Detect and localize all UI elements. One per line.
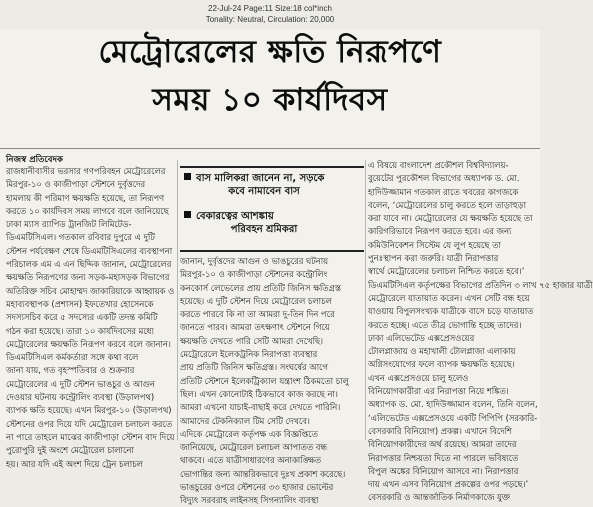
- article-text-line: ক্ষয়ক্ষতি নিরূপণের জন্য সড়ক-মহাসড়ক বিভাগের: [6, 272, 170, 283]
- pull-quote-box: [180, 166, 364, 252]
- pull-quote-item-1-line2: কবে নামাবেন বাস: [228, 186, 300, 197]
- article-text-line: দায় এখন এসব বিনিয়োগ প্রকল্পের ওপর পড়ছে।’: [368, 479, 529, 490]
- article-text-line: মিরপুর-১০ ও কাজীপাড়া স্টেশনের কন্ট্রোলিং: [180, 269, 328, 280]
- article-text-line: কারিগরিভাবে নিরূপণ করতে হবে। এর জন্য: [368, 226, 512, 237]
- article-text-line: এখন এক্সপ্রেসওয়ে চালু হলেও: [368, 372, 469, 383]
- article-text-line: বিপুল অঙ্কের বিনিয়োগ আসবে না। নিরাপত্তার: [368, 465, 519, 476]
- article-text-line: হয়েছে। এ দুটি স্টেশন দিয়ে মেট্রোরেল চলাচল: [180, 295, 332, 306]
- article-text-line: ঢাকা এলিভেটেড এক্সপ্রেসওয়ের: [368, 332, 475, 343]
- pull-quote-item-2-line1: বেকারত্বের আশঙ্কায়: [196, 211, 274, 222]
- article-text-line: টোলপ্লাজায় ও মহাখালী টোলপ্লাজা এলাকায়: [368, 346, 516, 357]
- headline-line1: মেট্রোরেলের ক্ষতি নিরূপণে: [98, 34, 442, 70]
- pull-quote-item-2: [184, 210, 364, 236]
- article-text-line: পুরোপুরি দুই অংশে মেট্রোরেল চালানো: [6, 445, 134, 456]
- article-text-line: সদস্যসচিব করে ৫ সদস্যের একটি তদন্ত কমিটি: [6, 312, 158, 323]
- column-divider: [177, 160, 178, 440]
- article-text-line: দেওয়ার ঘটনায় কন্ট্রোলিং ব্যবস্থা (উড়ালপথ): [6, 392, 155, 403]
- article-text-line: করতে হচ্ছে। এতে তীব্র ভোগান্তি হচ্ছে তাদের।: [368, 319, 522, 330]
- article-text-line: ডিএমটিসিএল। গতকাল রবিবার দুপুরে এ দুটি: [6, 232, 155, 243]
- article-text-line: ‘এলিভেটেড এক্সপ্রেসওয়ে একটি পিপিপি (সরকারি-: [368, 412, 538, 423]
- pull-quote-top-rule: [180, 166, 364, 168]
- article-text-line: ছিল। এখন কোনোটাই ঠিকভাবে কাজ করছে না।: [180, 388, 338, 399]
- article-text-line: ব্যাপক ক্ষতি হয়েছে। এখন মিরপুর-১০ (উড়ালপথ): [6, 405, 172, 416]
- article-text-line: অধ্যাপক ড. মো. হাদিউজ্জামান বলেন, তিনি বলেন,: [368, 399, 538, 410]
- article-text-line: হামলায় কী পরিমাণ ক্ষয়ক্ষতি হয়েছে, তা নিরূপণ: [6, 192, 165, 203]
- article-text-line: স্টেশন পর্যবেক্ষণ শেষে ডিএমটিসিএলের ব্যবস্থাপনা: [6, 245, 173, 256]
- article-text-line: বুয়েটের পুরকৌশল বিভাগের অধ্যাপক ড. মো.: [368, 173, 520, 184]
- article-text-line: করা যাবে না। মেট্রোরেলের যে ক্ষয়ক্ষতি হয়েছে তা: [368, 213, 533, 224]
- article-text-line: এ বিষয়ে বাংলাদেশ প্রকৌশল বিশ্ববিদ্যালয়-: [368, 160, 509, 170]
- article-text-line: আমরা এখনো যাচাই-বাছাই করে দেখতে পারিনি।: [180, 402, 341, 413]
- article-text-line: হাদিউজ্জামান গতকাল রাতে খবরের কাগজকে: [368, 186, 519, 197]
- article-text-line: না পারে তাহলে মাঝের কাজীপাড়া স্টেশন বাদ দিয়ে: [6, 431, 175, 442]
- article-text-line: বেসরকারি বিনিয়োগ) প্রকল্প। এখানে বিদেশি: [368, 425, 512, 436]
- article-text-line: জানা যায়, গত বৃহস্পতিবার ও শুক্রবার: [6, 365, 135, 376]
- pull-quote-item-1: [184, 172, 364, 198]
- article-text-line: মেট্রোরেলে ইলেকট্রনিক নিরাপত্তা ব্যবস্থার: [180, 349, 318, 360]
- pull-quote-item-1-line1: বাস মালিকরা জানেন না, সড়কে: [196, 173, 325, 184]
- byline: নিজস্ব প্রতিবেদক: [6, 155, 63, 165]
- article-text-line: পুনঃস্থাপন করা জরুরি। যাত্রী নিরাপত্তার: [368, 253, 499, 264]
- article-text-line: স্টেশনের ওপর দিয়ে যদি মেট্রোরেল চলাচল করতে: [6, 418, 173, 429]
- pull-quote-item-2-line2: পরিবহন শ্রমিকরা: [230, 224, 298, 235]
- article-text-line: বেসরকারি ও আন্তর্জাতিক নির্মাণকাজে যুক্ত: [368, 492, 510, 503]
- article-text-line: হয়। আর যদি এই অংশ দিয়ে ট্রেন চলাচল: [6, 458, 143, 469]
- article-text-line: মহাব্যবস্থাপক (প্রশাসন) ইফতেখার হোসেনকে: [6, 298, 154, 309]
- headline-divider: [0, 148, 540, 149]
- article-text-line: বিনিয়োগকারীরা এর নিরাপত্তা নিয়ে শঙ্কিত।: [368, 386, 509, 397]
- article-text-line: বিদ্যুৎ সরবরাহ লাইনসহ সিগন্যালিং ব্যবস্থা: [180, 495, 319, 506]
- article-text-line: জানিয়েছে, মেট্রোরেল চলাচল আপাতত বন্ধ: [180, 442, 328, 453]
- article-text-line: রাজধানীবাসীর ভরসার গণপরিবহন মেট্রোরেলের: [6, 166, 166, 176]
- article-text-line: নিরাপত্তার নিশ্চয়তা দিতে না পারলে ভবিষ্যতে: [368, 452, 519, 463]
- article-text-line: ক্ষয়ক্ষতি দেখতে পারি সেটি আমরা দেখেছি।: [180, 335, 324, 346]
- article-text-line: ভোগান্তির জন্য আন্তরিকভাবে দুঃখ প্রকাশ করেছে।: [180, 468, 346, 479]
- article-text-line: গঠন করা হয়েছে। তারা ১০ কার্যদিবসের মধ্যে: [6, 325, 154, 336]
- article-text-line: স্বার্থে মেট্রোরেলের চলাচল নিশ্চিত করতে হবে।’: [368, 266, 525, 277]
- article-text-line: ভাঙচুরের ওপরে স্টেশনের ৩৩ হাজার ভোল্টের: [180, 482, 334, 493]
- article-text-line: বিনিয়োগকারীদের অর্থ রয়েছে। আমরা তাদের: [368, 439, 517, 450]
- article-text-line: থাকবে। এতে যাত্রীসাধারণের অনাকাঙ্ক্ষিত: [180, 455, 322, 466]
- article-text-line: অতিরিক্ত সচিব মোহাম্মদ জাকারিয়াকে আহ্বায়ক ও: [6, 285, 175, 296]
- article-text-line: মেট্রোরেলে যাতায়াত করেন। এখন সেটি বন্ধ হয়ে: [368, 292, 530, 303]
- article-text-line: এদিকে মেট্রোরেল কর্তৃপক্ষ এক বিজ্ঞপ্তিতে: [180, 428, 318, 439]
- column-divider: [365, 160, 366, 440]
- clipping-meta-line2: Tonality: Neutral, Circulation: 20,000: [205, 15, 335, 24]
- square-bullet-icon: [184, 211, 191, 218]
- article-column-3: [368, 160, 593, 503]
- article-text-line: মিরপুর-১০ ও কাজীপাড়া স্টেশনে দুর্বৃত্তদের: [6, 179, 146, 190]
- article-text-line: আমাদের টেকনিক্যাল টিম সেটি দেখবে।: [180, 415, 310, 426]
- article-text-line: ডিএমটিসিএল কর্তৃপক্ষের বিভাগের প্রতিদিন ৩ লাখ ৭৫ হাজার যাত্রী: [368, 279, 593, 290]
- article-text-line: করতে ১০ কার্যদিবস সময় লাগবে বলে জানিয়েছে: [6, 205, 169, 216]
- clipping-meta-line1: 22-Jul-24 Page:11 Size:18 col*inch: [208, 4, 332, 13]
- article-text-line: অগ্নিসংযোগের ফলে ব্যাপক ক্ষয়ক্ষতি হয়েছে।: [368, 359, 515, 370]
- article-text-line: প্রতিটি স্টেশনে ইলেকট্রিক্যাল যন্ত্রাংশ ঠিকমতো চালু: [180, 375, 349, 386]
- article-text-line: ঢাকা ম্যাস র‍্যাপিড ট্রানজিট লিমিটেড-: [6, 219, 132, 230]
- article-text-line: জানতে পারব। আমরা তৎক্ষণাৎ স্টেশনে গিয়ে: [180, 322, 330, 333]
- article-text-line: প্রায় প্রতিটি জিনিস ক্ষতিগ্রস্ত। সংঘর্ষের আগে: [180, 362, 328, 373]
- article-text-line: মেট্রোরেলের ক্ষয়ক্ষতি নিরূপণ করবে বলে জানান।: [6, 338, 171, 349]
- square-bullet-icon: [184, 173, 191, 180]
- article-text-line: বলেন, ‘মেট্রোরেলের চালু করতে হলে তাড়াহুড়া: [368, 199, 527, 210]
- pull-quote-bottom-rule: [180, 250, 364, 252]
- article-text-line: কমিউনিকেশন সিস্টেম যে লুপ হয়েছে তা: [368, 239, 501, 250]
- headline-line2: সময় ১০ কার্যদিবস: [152, 82, 388, 118]
- article-text-line: ডিএমটিসিএল কর্মকর্তারা সঙ্গে কথা বলে: [6, 352, 139, 363]
- article-column-1: [6, 166, 176, 469]
- article-column-2: [180, 256, 364, 506]
- article-text-line: করতে পারবে কি না তা আমরা দু-তিন দিন পরে: [180, 309, 335, 320]
- article-text-line: জানান, দুর্বৃত্তদের আগুন ও ভাঙচুরের ঘটনায়: [180, 256, 329, 266]
- article-text-line: কনকোর্স লেভেলের প্রায় প্রতিটি জিনিস ক্ষতিগ্রস্ত: [180, 282, 341, 293]
- article-text-line: যাওয়ায় বিপুলসংখ্যক যাত্রীকে বাসে চড়ে যাতায়াত: [368, 306, 534, 317]
- article-text-line: মেট্রোরেলের এ দুটি স্টেশন ভাঙচুর ও আগুন: [6, 378, 155, 389]
- article-text-line: পরিচালক এম এ এন ছিদ্দিক জানান, মেট্রোরেলের: [6, 259, 172, 270]
